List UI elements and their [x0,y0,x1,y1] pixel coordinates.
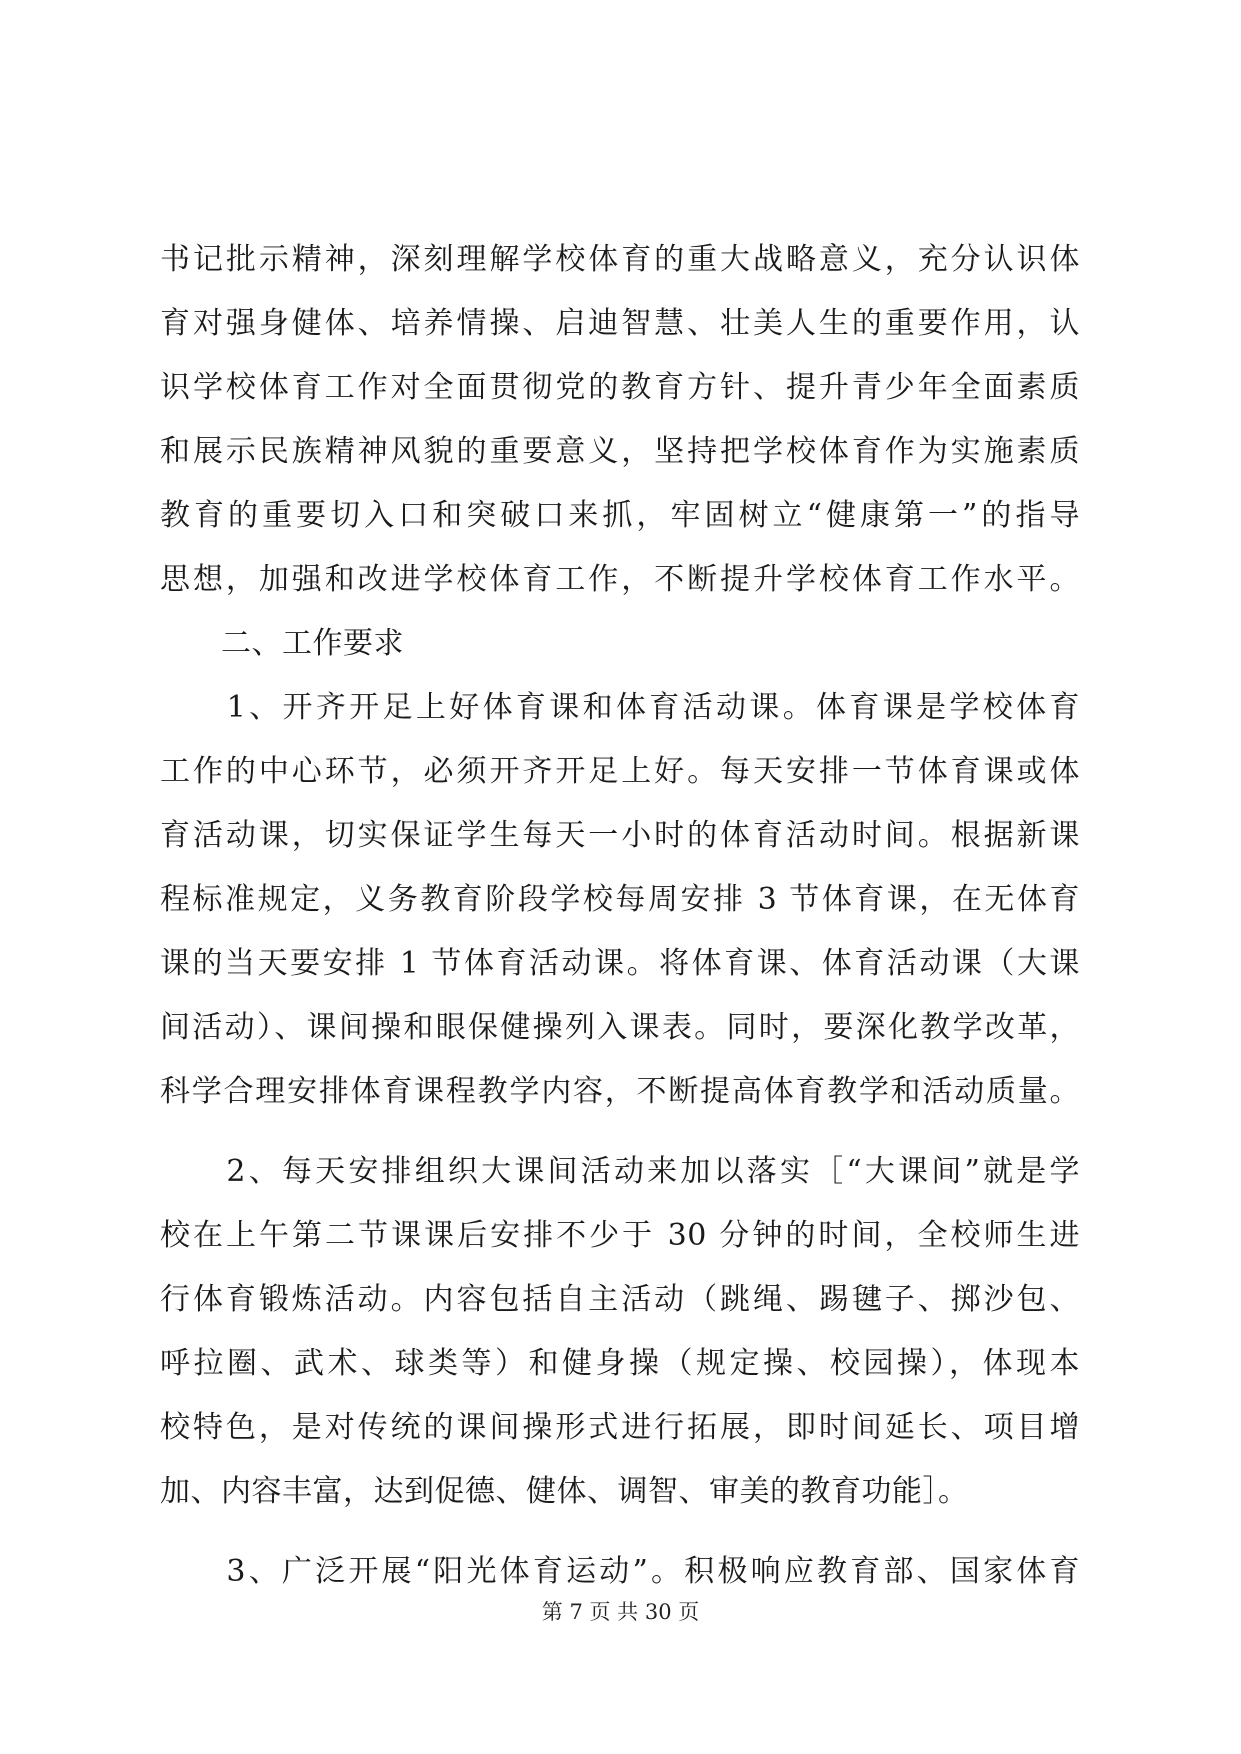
text-line: 行体育锻炼活动。内容包括自主活动（跳绳、踢毽子、掷沙包、 [160,1282,1080,1317]
text-line: 呼拉圈、武术、球类等）和健身操（规定操、校园操），体现本 [160,1346,1080,1381]
page-footer: 第 7 页 共 30 页 [541,1600,700,1624]
text-line: 识学校体育工作对全面贯彻党的教育方针、提升青少年全面素质 [160,370,1080,405]
text-line: 校在上午第二节课课后安排不少于 30 分钟的时间，全校师生进 [160,1218,1080,1253]
text-line: 书记批示精神，深刻理解学校体育的重大战略意义，充分认识体 [160,242,1080,277]
text-line: 二、工作要求 [160,626,404,661]
document-body [160,228,1080,1604]
text-line: 程标准规定，义务教育阶段学校每周安排 3 节体育课，在无体育 [160,882,1080,917]
text-line: 1、开齐开足上好体育课和体育活动课。体育课是学校体育 [160,690,1080,725]
text-line: 思想，加强和改进学校体育工作，不断提升学校体育工作水平。 [160,562,1080,597]
paragraph-gap [160,1124,1080,1140]
text-line: 育对强身健体、培养情操、启迪智慧、壮美人生的重要作用，认 [160,306,1080,341]
text-line: 课的当天要安排 1 节体育活动课。将体育课、体育活动课（大课 [160,946,1080,981]
text-line: 2、每天安排组织大课间活动来加以落实［“大课间”就是学 [160,1154,1080,1189]
text-line: 3、广泛开展“阳光体育运动”。积极响应教育部、国家体育 [160,1554,1080,1589]
text-line: 工作的中心环节，必须开齐开足上好。每天安排一节体育课或体 [160,754,1080,789]
paragraph-gap [160,1524,1080,1540]
text-line: 加、内容丰富，达到促德、健体、调智、审美的教育功能］。 [160,1474,969,1509]
text-line: 教育的重要切入口和突破口来抓，牢固树立“健康第一”的指导 [160,498,1080,533]
text-line: 育活动课，切实保证学生每天一小时的体育活动时间。根据新课 [160,818,1080,853]
text-line: 间活动）、课间操和眼保健操列入课表。同时，要深化教学改革， [160,1010,1080,1045]
text-line: 校特色，是对传统的课间操形式进行拓展，即时间延长、项目增 [160,1410,1080,1445]
text-line: 和展示民族精神风貌的重要意义，坚持把学校体育作为实施素质 [160,434,1080,469]
text-line: 科学合理安排体育课程教学内容，不断提高体育教学和活动质量。 [160,1074,1080,1109]
